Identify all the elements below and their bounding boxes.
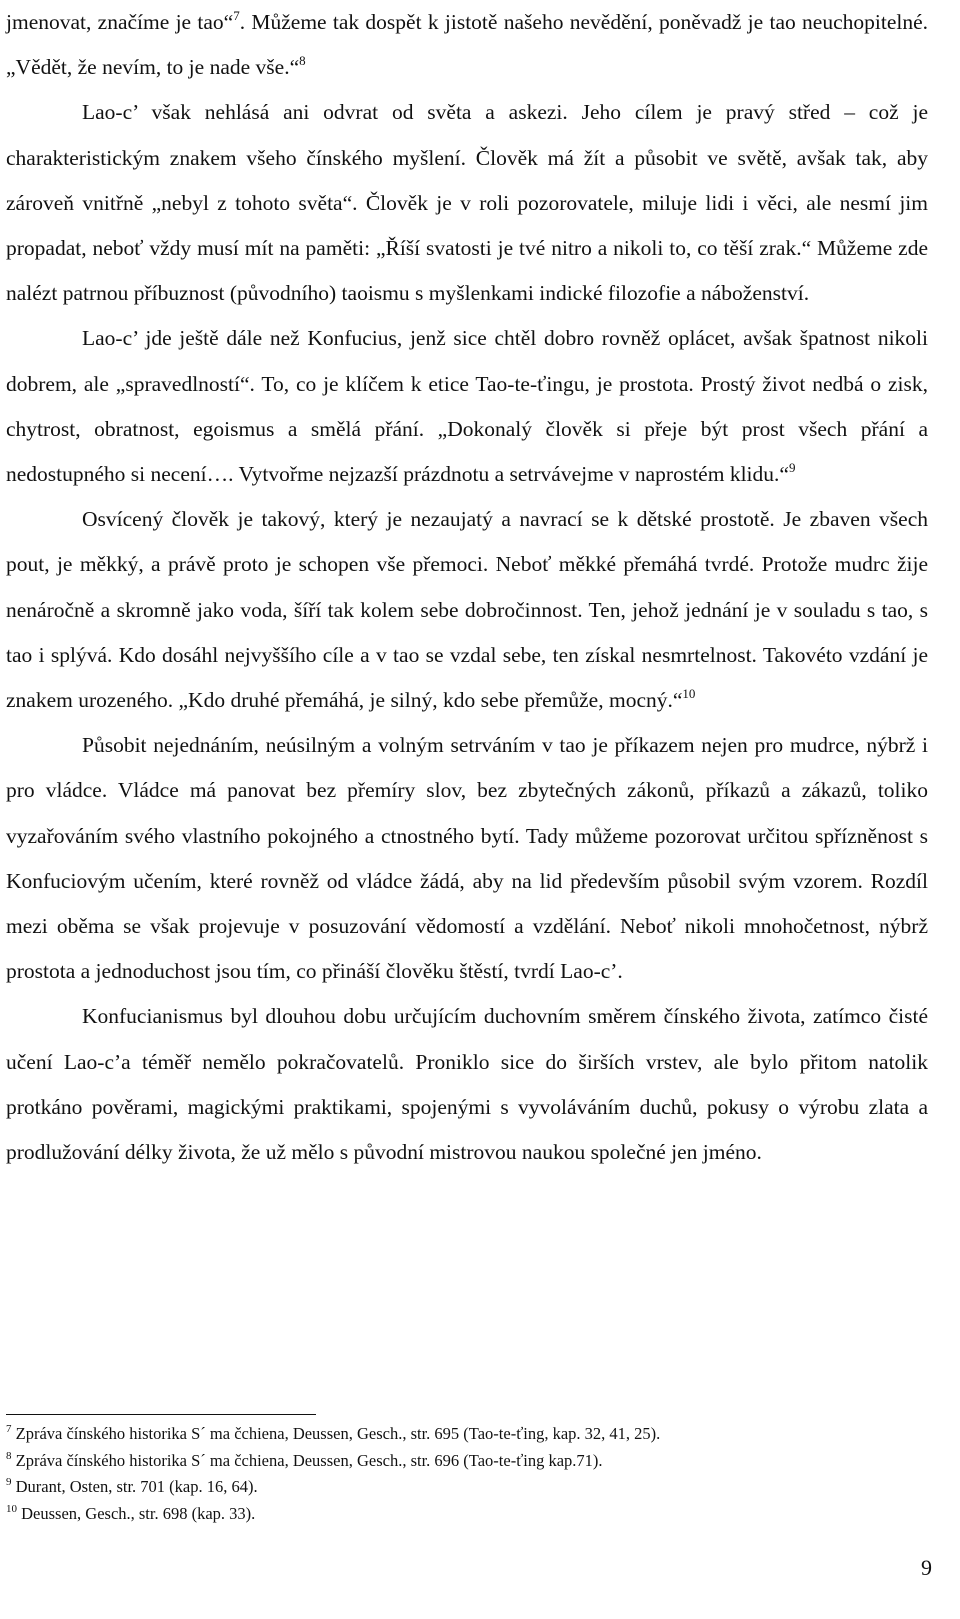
- paragraph-3: [6, 316, 928, 497]
- footnotes-section: [6, 1421, 928, 1528]
- paragraph-2: [6, 90, 928, 316]
- footnote-number: 10: [6, 1503, 17, 1516]
- page-body: [6, 0, 928, 1175]
- paragraph-text: . Můžeme tak dospět k jistotě našeho nevědění, poněvadž je tao neuchopitelné. „Vědět, že nevím, to je nade vše.“: [6, 10, 928, 80]
- footnote-number: 8: [6, 1449, 12, 1462]
- footnote-separator: [6, 1414, 316, 1415]
- footnote-text: Zpráva čínského historika S´ ma čchiena, Deussen, Gesch., str. 695 (Tao-te-ťing, kap. 32, 41, 25).: [15, 1424, 661, 1443]
- paragraph-text: Konfucianismus byl dlouhou dobu určujícím duchovním směrem čínského života, zatímco čisté učení Lao-c’a téměř nemělo pokračovatelů. Proniklo sice do širších vrstev, ale bylo přitom natolik protkáno pověrami, magickými praktikami, spojenými s vyvoláváním duchů, pokusy o výrobu zlata a prodlužování délky života, že už mělo s původní mistrovou naukou společné jen jméno.: [6, 1004, 928, 1165]
- footnote-ref-8[interactable]: 8: [299, 53, 306, 69]
- footnote-text: Zpráva čínského historika S´ ma čchiena, Deussen, Gesch., str. 696 (Tao-te-ťing kap.71).: [15, 1450, 603, 1470]
- footnote-ref-7[interactable]: 7: [233, 8, 240, 23]
- paragraph-text: jmenovat, značíme je tao“: [6, 10, 234, 34]
- footnote-ref-10[interactable]: 10: [682, 686, 696, 702]
- paragraph-6: [6, 994, 928, 1175]
- footnote-number: 9: [6, 1476, 12, 1489]
- paragraph-text: Působit nejednáním, neúsilným a volným setrváním v tao je příkazem nejen pro mudrce, nýbrž i pro vládce. Vládce má panovat bez přemíry slov, bez zbytečných zákonů, příkazů a zákazů, toliko vyzařováním svého vlastního pokojného a ctnostného bytí. Tady můžeme pozorovat určitou spřízněnost s Konfuciovým učením, které rovněž od vládce žádá, aby na lid především působil svým vzorem. Rozdíl mezi oběma se však projevuje v posuzování vědomostí a vzdělání. Neboť nikoli mnohočetnost, nýbrž prostota a jednoduchost jsou tím, co přináší člověku štěstí, tvrdí Lao-c’.: [6, 733, 928, 984]
- footnote-10: [6, 1501, 928, 1528]
- paragraph-text: Lao-c’ však nehlásá ani odvrat od světa a askezi. Jeho cílem je pravý střed – což je charakteristickým znakem všeho čínského myšlení. Člověk má žít a působit ve světě, avšak tak, aby zároveň vnitřně „nebyl z tohoto světa“. Člověk je v roli pozorovatele, miluje lidi i věci, ale nesmí jim propadat, neboť vždy musí mít na paměti: „Říší svatosti je tvé nitro a nikoli to, co těší zrak.“ Můžeme zde nalézt patrnou příbuznost (původního) taoismu s myšlenkami indické filozofie a náboženství.: [6, 100, 928, 306]
- paragraph-text: Lao-c’ jde ještě dále než Konfucius, jenž sice chtěl dobro rovněž oplácet, avšak špatnost nikoli dobrem, ale „spravedlností“. To, co je klíčem k etice Tao-te-ťingu, je prostota. Prostý život nedbá o zisk, chytrost, obratnost, egoismus a smělá přání. „Dokonalý člověk si přeje být prost všech přání a nedostupného si necení…. Vytvořme nejzazší prázdnotu a setrvávejme v naprostém klidu.“: [6, 326, 928, 487]
- footnote-ref-9[interactable]: 9: [788, 460, 796, 476]
- footnote-9: [6, 1474, 928, 1501]
- footnote-text: Deussen, Gesch., str. 698 (kap. 33).: [21, 1504, 256, 1524]
- paragraph-1: [6, 0, 928, 90]
- paragraph-5: [6, 723, 928, 994]
- paragraph-4: [6, 497, 928, 723]
- page-number: 9: [921, 1555, 932, 1580]
- footnote-8: [6, 1448, 928, 1475]
- paragraph-text: Osvícený člověk je takový, který je nezaujatý a navrací se k dětské prostotě. Je zbaven všech pout, je měkký, a právě proto je schopen vše přemoci. Neboť měkké přemáhá tvrdé. Protože mudrc žije nenáročně a skromně jako voda, šíří tak kolem sebe dobročinnost. Ten, jehož jednání je v souladu s tao, s tao i splývá. Kdo dosáhl nejvyššího cíle a v tao se vzdal sebe, ten získal nesmrtelnost. Takovéto vzdání je znakem urozeného. „Kdo druhé přemáhá, je silný, kdo sebe přemůže, mocný.“: [6, 507, 928, 713]
- footnote-text: Durant, Osten, str. 701 (kap. 16, 64).: [15, 1477, 258, 1497]
- main-text: [6, 0, 928, 1175]
- footnote-7: [6, 1421, 928, 1448]
- footnote-number: 7: [6, 1423, 12, 1435]
